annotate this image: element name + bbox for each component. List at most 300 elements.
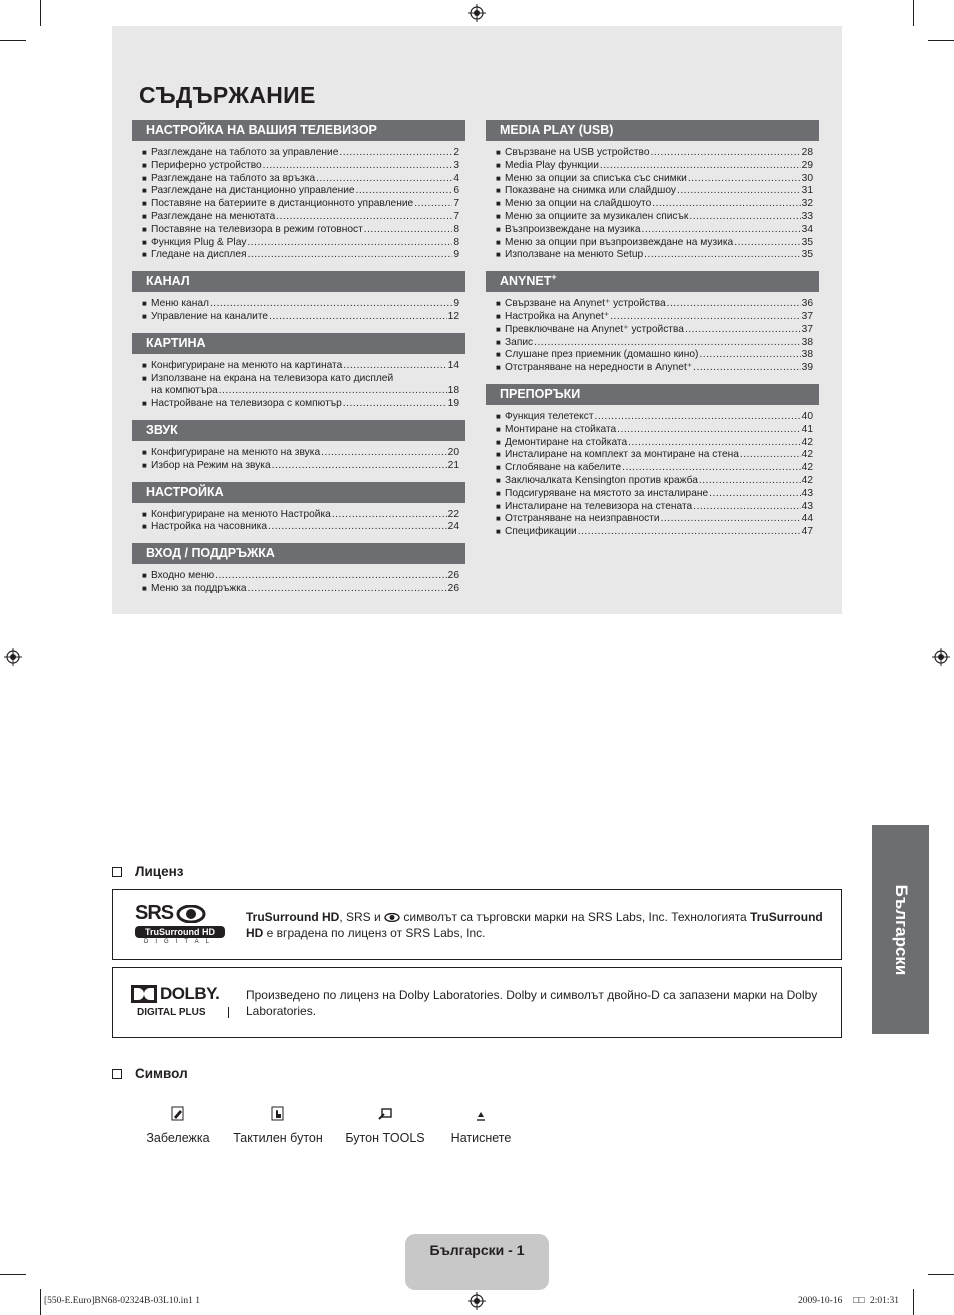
toc-entry[interactable]	[132, 198, 465, 211]
bullet-icon: ■	[142, 509, 147, 519]
toc-entry-page: 6	[453, 185, 459, 197]
leader-dots	[622, 462, 801, 475]
leader-dots	[667, 298, 801, 311]
leader-dots	[652, 198, 800, 211]
toc-entry-page: 30	[801, 172, 813, 184]
toc-entry[interactable]	[486, 237, 819, 250]
toc-entry-text: Функция Plug & Play	[151, 236, 247, 248]
toc-entry-text: Инсталиране на комплект за монтиране на стена	[505, 449, 739, 461]
toc-entry-page: 31	[801, 185, 813, 197]
bullet-icon: ■	[496, 488, 501, 498]
toc-entry-page: 43	[801, 487, 813, 499]
toc-entry-text: Настройка на часовника	[151, 521, 268, 533]
language-tab	[872, 825, 929, 1034]
registration-mark-icon	[932, 648, 950, 666]
toc-entry-page: 41	[801, 423, 813, 435]
toc-entry-page: 42	[801, 436, 813, 448]
symbol-heading-label: Символ	[135, 1066, 188, 1081]
toc-entry-page: 20	[447, 446, 459, 458]
srs-logo-sub: DIGITAL	[144, 939, 216, 945]
toc-entry[interactable]	[132, 249, 465, 262]
page-number: Български - 1	[429, 1242, 525, 1258]
toc-entry-page: 7	[453, 210, 459, 222]
leader-dots	[600, 160, 801, 173]
bullet-icon: ■	[142, 237, 147, 247]
bullet-icon: ■	[496, 475, 501, 485]
crop-mark	[928, 1274, 954, 1275]
toc-entry-text: Отстраняване на нередности в Anynet⁺	[505, 362, 693, 374]
toc-section	[132, 333, 465, 411]
toc-entry-continuation[interactable]	[132, 385, 465, 398]
leader-dots	[595, 411, 801, 424]
toc-entry-page: 42	[801, 474, 813, 486]
bullet-icon: ■	[142, 224, 147, 234]
toc-entry[interactable]	[132, 447, 465, 460]
toc-entry-text: Настройване на телевизора с компютър	[151, 398, 342, 410]
toc-section-heading-label: ANYNET	[500, 274, 552, 289]
toc-entry-text: Използване на екрана на телевизора като дисплей	[151, 372, 394, 384]
toc-entry[interactable]	[132, 373, 465, 386]
toc-entry-page: 42	[801, 462, 813, 474]
toc-entry-page: 44	[801, 513, 813, 525]
toc-entry[interactable]	[132, 509, 465, 522]
double-d-icon	[131, 985, 157, 1003]
toc-entry-text: Меню за поддръжка	[151, 582, 247, 594]
symbol-tools-button	[345, 1105, 425, 1145]
srs-brand-1: TruSurround HD	[246, 910, 340, 924]
symbol-press	[450, 1105, 512, 1145]
toc-column-right	[486, 120, 819, 548]
toc-entry-text: Периферно устройство	[151, 159, 262, 171]
symbol-label: Тактилен бутон	[233, 1131, 323, 1145]
tactile-button-icon	[271, 1105, 285, 1123]
srs-logo-text: SRS	[135, 902, 174, 924]
note-icon	[171, 1105, 185, 1123]
srs-logo-badge: TruSurround HD	[135, 926, 225, 938]
toc-entry-page: 8	[453, 236, 459, 248]
toc-entry-page: 37	[801, 323, 813, 335]
registration-mark-icon	[468, 1292, 486, 1310]
toc-entry[interactable]	[132, 224, 465, 237]
toc-entry-text: Превключване на Anynet⁺ устройства	[505, 323, 684, 335]
bullet-icon: ■	[142, 199, 147, 209]
toc-section-heading-label: ПРЕПОРЪКИ	[500, 386, 581, 401]
leader-dots	[709, 488, 800, 501]
srs-logo	[135, 902, 225, 948]
toc-section	[486, 384, 819, 539]
leader-dots	[641, 224, 800, 237]
toc-entry[interactable]	[486, 437, 819, 450]
bullet-icon: ■	[496, 160, 501, 170]
toc-entry[interactable]	[486, 224, 819, 237]
bullet-icon: ■	[496, 224, 501, 234]
bullet-icon: ■	[496, 350, 501, 360]
toc-section-heading	[132, 420, 465, 441]
toc-entry[interactable]	[486, 211, 819, 224]
crop-mark	[913, 0, 914, 26]
bullet-icon: ■	[142, 360, 147, 370]
symbol-tactile-button	[233, 1105, 323, 1145]
toc-entry-text: Конфигуриране на менюто Настройка	[151, 508, 331, 520]
bullet-icon: ■	[496, 411, 501, 421]
crop-mark	[0, 40, 26, 41]
leader-dots	[651, 147, 801, 160]
dolby-license-text: Произведено по лиценз на Dolby Laboratories. Dolby и символът двойно-D са запазени марки на Dolby Laboratories.	[246, 988, 818, 1018]
toc-entry-text: Конфигуриране на менюто на звука	[151, 446, 321, 458]
toc-entry[interactable]	[486, 424, 819, 437]
toc-entry-page: 26	[447, 570, 459, 582]
footer-time: 2:01:31	[870, 1296, 900, 1306]
toc-entry-text: Управление на каналите	[151, 310, 269, 322]
toc-entry[interactable]	[132, 211, 465, 224]
press-icon	[476, 1105, 486, 1123]
toc-entry-page: 9	[453, 249, 459, 261]
bullet-icon: ■	[496, 450, 501, 460]
toc-entry-page: 42	[801, 449, 813, 461]
toc-entry-text: Запис	[505, 336, 534, 348]
toc-entry-text: Инсталиране на телевизора на стената	[505, 500, 693, 512]
toc-entry-page: 40	[801, 410, 813, 422]
symbol-label: Забележка	[146, 1131, 210, 1145]
leader-dots	[276, 211, 452, 224]
leader-dots	[644, 249, 800, 262]
registration-mark-icon	[4, 648, 22, 666]
toc-entry-page: 37	[801, 310, 813, 322]
toc-entry-page: 18	[447, 385, 459, 397]
toc-section	[132, 543, 465, 596]
leader-dots	[740, 449, 801, 462]
toc-entry[interactable]	[486, 411, 819, 424]
toc-entry-text: Гледане на дисплея	[151, 249, 247, 261]
toc-entry-page: 9	[453, 298, 459, 310]
symbol-label: Натиснете	[450, 1131, 512, 1145]
bullet-icon: ■	[142, 148, 147, 157]
toc-entry[interactable]	[486, 501, 819, 514]
srs-license-text	[246, 909, 833, 941]
leader-dots	[248, 583, 447, 596]
toc-entry-page: 38	[801, 349, 813, 361]
toc-entry[interactable]	[132, 521, 465, 534]
leader-dots	[699, 475, 801, 488]
toc-entry-text: Монтиране на стойката	[505, 423, 617, 435]
toc-entry-text: Поставяне на телевизора в режим готовност	[151, 223, 363, 235]
symbol-note	[146, 1105, 210, 1145]
leader-dots	[628, 437, 801, 450]
toc-entry-page: 24	[447, 521, 459, 533]
toc-entry-text: Отстраняване на неизправности	[505, 513, 660, 525]
toc-entry-page: 4	[453, 172, 459, 184]
toc-entry-text: Използване на менюто Setup	[505, 249, 644, 261]
bullet-icon: ■	[142, 173, 147, 183]
bullet-icon: ■	[142, 299, 147, 309]
toc-section-heading	[486, 120, 819, 141]
leader-dots	[685, 324, 801, 337]
leader-dots	[693, 362, 800, 375]
toc-entry[interactable]	[486, 449, 819, 462]
leader-dots	[677, 185, 801, 198]
toc-entry-text: Свързване на Anynet⁺ устройства	[505, 298, 666, 310]
footer-file: [550-E.Euro]BN68-02324B-03L10.in1 1	[44, 1296, 200, 1306]
toc-entry[interactable]	[132, 311, 465, 324]
checkbox-bullet-icon	[112, 1069, 122, 1079]
footer-time-glyphs: □□	[853, 1296, 865, 1306]
license-heading-label: Лиценз	[135, 864, 184, 879]
leader-dots	[219, 385, 447, 398]
toc-section-heading-label: НАСТРОЙКА НА ВАШИЯ ТЕЛЕВИЗОР	[146, 123, 377, 137]
bullet-icon: ■	[496, 148, 501, 157]
bullet-icon: ■	[496, 514, 501, 524]
toc-entry-text: Настройка на Anynet⁺	[505, 310, 610, 322]
registration-mark-icon	[468, 4, 486, 22]
leader-dots	[269, 311, 447, 324]
toc-entry-page: 2	[453, 147, 459, 158]
toc-entry-page: 28	[801, 147, 813, 158]
bullet-icon: ■	[496, 324, 501, 334]
toc-entry[interactable]	[486, 488, 819, 501]
dolby-logo	[131, 984, 229, 1024]
toc-entry-page: 14	[447, 359, 459, 371]
crop-mark	[913, 1289, 914, 1315]
toc-entry-page: 36	[801, 298, 813, 310]
toc-entry-text: Свързване на USB устройство	[505, 147, 650, 158]
leader-dots	[689, 211, 800, 224]
toc-entry[interactable]	[486, 311, 819, 324]
toc-entry-text: Меню канал	[151, 298, 209, 310]
toc-section	[132, 482, 465, 535]
toc-entry[interactable]	[486, 526, 819, 539]
toc-entry[interactable]	[132, 298, 465, 311]
bullet-icon: ■	[496, 337, 501, 347]
crop-mark	[40, 1289, 41, 1315]
bullet-icon: ■	[496, 199, 501, 209]
toc-entry-page: 26	[447, 582, 459, 594]
toc-entry-text: Спецификации	[505, 526, 577, 538]
toc-entry-page: 34	[801, 223, 813, 235]
bullet-icon: ■	[142, 186, 147, 196]
srs-text-1: , SRS и	[339, 910, 385, 924]
toc-entry-page: 32	[801, 198, 813, 210]
toc-section-heading-label: ЗВУК	[146, 422, 178, 437]
leader-dots	[272, 460, 447, 473]
bullet-icon: ■	[142, 447, 147, 457]
toc-entry-page: 47	[801, 526, 813, 538]
toc-entry[interactable]	[132, 570, 465, 583]
leader-dots	[734, 237, 800, 250]
toc-entry-text: Възпроизвеждане на музика	[505, 223, 641, 235]
toc-section-heading	[132, 271, 465, 292]
leader-dots	[699, 349, 800, 362]
leader-dots	[364, 224, 452, 237]
toc-section-heading-label: КАРТИНА	[146, 335, 206, 350]
toc-entry-text: на компютъра	[151, 385, 218, 397]
srs-brand-2: TruSurround HD	[246, 910, 823, 940]
bullet-icon: ■	[142, 399, 147, 409]
toc-entry[interactable]	[486, 324, 819, 337]
leader-dots	[210, 298, 452, 311]
crop-mark	[40, 0, 41, 26]
bullet-icon: ■	[496, 237, 501, 247]
toc-entry-page: 33	[801, 210, 813, 222]
leader-dots	[248, 249, 452, 262]
bullet-icon: ■	[142, 250, 147, 260]
toc-section-heading	[132, 333, 465, 354]
toc-section	[486, 120, 819, 262]
toc-entry-page: 3	[453, 159, 459, 171]
bullet-icon: ■	[142, 211, 147, 221]
toc-entry-text: Входно меню	[151, 570, 215, 582]
toc-entry-text: Разглеждане на таблото за връзка	[151, 172, 316, 184]
toc-section-heading-label: КАНАЛ	[146, 274, 190, 289]
dolby-license-box	[112, 967, 842, 1038]
toc-entry[interactable]	[486, 513, 819, 526]
footer-date: 2009-10-16	[798, 1296, 843, 1306]
toc-entry[interactable]	[486, 362, 819, 375]
toc-entry-text: Разглеждане на таблото за управление	[151, 147, 339, 158]
crop-mark	[0, 1274, 26, 1275]
checkbox-bullet-icon	[112, 867, 122, 877]
leader-dots	[661, 513, 801, 526]
toc-entry[interactable]	[486, 185, 819, 198]
toc-section-heading	[486, 384, 819, 405]
toc-entry-page: 35	[801, 236, 813, 248]
toc-entry-page: 29	[801, 159, 813, 171]
srs-text-2: символът са търговски марки на SRS Labs, Inc. Технологията	[400, 910, 751, 924]
leader-dots	[343, 360, 446, 373]
toc-entry[interactable]	[132, 147, 465, 160]
srs-text-3: е вградена по лиценз от SRS Labs, Inc.	[263, 926, 486, 940]
toc-entry-page: 12	[447, 310, 459, 322]
bullet-icon: ■	[142, 160, 147, 170]
leader-dots	[356, 185, 452, 198]
toc-entry-page: 43	[801, 500, 813, 512]
bullet-icon: ■	[496, 463, 501, 473]
toc-entry-text: Показване на снимка или слайдшоу	[505, 185, 677, 197]
toc-entry[interactable]	[132, 583, 465, 596]
language-tab-label: Български	[891, 884, 911, 975]
symbol-heading	[112, 1066, 188, 1081]
page-number-tab	[405, 1234, 549, 1290]
toc-entry[interactable]	[486, 298, 819, 311]
bullet-icon: ■	[496, 527, 501, 537]
toc-entry-text: Меню за опциите за музикален списък	[505, 210, 689, 222]
toc-entry-text: Избор на Режим на звука	[151, 459, 271, 471]
toc-section	[132, 420, 465, 473]
toc-entry[interactable]	[132, 173, 465, 186]
toc-entry[interactable]	[486, 147, 819, 160]
toc-section-heading	[132, 543, 465, 564]
toc-section-heading-label: MEDIA PLAY (USB)	[500, 123, 614, 137]
toc-section	[132, 120, 465, 262]
toc-entry-text: Меню за опции за списъка със снимки	[505, 172, 687, 184]
toc-entry[interactable]	[486, 475, 819, 488]
toc-entry-text: Меню за опции на слайдшоуто	[505, 198, 652, 210]
license-heading	[112, 864, 183, 879]
toc-entry[interactable]	[132, 160, 465, 173]
toc-entry-page: 21	[447, 459, 459, 471]
toc-entry-page: 7	[453, 198, 459, 210]
toc-entry-page: 8	[453, 223, 459, 235]
symbol-label: Бутон TOOLS	[345, 1131, 425, 1145]
toc-section-heading	[486, 271, 819, 292]
toc-section-heading-label: ВХОД / ПОДДРЪЖКА	[146, 546, 275, 561]
toc-entry-text: Заключалката Kensington против кражба	[505, 474, 698, 486]
dolby-logo-sub: DIGITAL PLUS	[131, 1007, 229, 1018]
toc-entry-text: Разглеждане на дистанционно управление	[151, 185, 355, 197]
leader-dots	[610, 311, 800, 324]
srs-license-box	[112, 889, 842, 960]
toc-section	[132, 271, 465, 324]
bullet-icon: ■	[496, 211, 501, 221]
bullet-icon: ■	[496, 363, 501, 373]
bullet-icon: ■	[496, 437, 501, 447]
bullet-icon: ■	[142, 373, 147, 383]
toc-entry-text: Демонтиране на стойката	[505, 436, 628, 448]
toc-entry-text: Подсигуряване на мястото за инсталиране	[505, 487, 709, 499]
srs-symbol-icon	[384, 913, 400, 922]
leader-dots	[617, 424, 800, 437]
srs-circle-icon	[176, 905, 206, 923]
crop-mark	[928, 40, 954, 41]
toc-entry-text: Функция телетекст	[505, 410, 594, 422]
toc-entry-page: 22	[447, 508, 459, 520]
toc-entry[interactable]	[486, 173, 819, 186]
toc-column-left	[132, 120, 465, 605]
toc-entry[interactable]	[132, 185, 465, 198]
toc-entry-page: 38	[801, 336, 813, 348]
toc-entry[interactable]	[486, 249, 819, 262]
toc-entry-text: Поставяне на батериите в дистанционното управление	[151, 198, 414, 210]
bullet-icon: ■	[142, 522, 147, 532]
toc-entry[interactable]	[132, 460, 465, 473]
toc-entry[interactable]	[486, 160, 819, 173]
bullet-icon: ■	[142, 571, 147, 581]
toc-entry-page: 35	[801, 249, 813, 261]
bullet-icon: ■	[142, 311, 147, 321]
leader-dots	[534, 337, 801, 350]
leader-dots	[263, 160, 452, 173]
bullet-icon: ■	[142, 460, 147, 470]
leader-dots	[321, 447, 447, 460]
toc-entry[interactable]	[132, 360, 465, 373]
toc-entry[interactable]	[486, 462, 819, 475]
toc-entry[interactable]	[486, 198, 819, 211]
bullet-icon: ■	[496, 299, 501, 309]
toc-entry-page: 19	[447, 398, 459, 410]
bullet-icon: ■	[496, 424, 501, 434]
leader-dots	[268, 521, 447, 534]
leader-dots	[247, 237, 452, 250]
leader-dots	[343, 398, 447, 411]
toc-entry[interactable]	[132, 398, 465, 411]
toc-section	[486, 271, 819, 375]
toc-entry-text: Слушане през приемник (домашно кино)	[505, 349, 699, 361]
bullet-icon: ■	[496, 250, 501, 260]
toc-entry-page: 39	[801, 362, 813, 374]
toc-entry[interactable]	[486, 337, 819, 350]
toc-entry-text: Меню за опции при възпроизвеждане на музика	[505, 236, 734, 248]
tools-button-icon	[378, 1105, 392, 1123]
toc-entry[interactable]	[486, 349, 819, 362]
leader-dots	[688, 173, 801, 186]
page-title: СЪДЪРЖАНИЕ	[139, 82, 316, 108]
leader-dots	[332, 509, 447, 522]
leader-dots	[414, 198, 452, 211]
toc-section-heading-sup: +	[551, 272, 557, 283]
leader-dots	[316, 173, 452, 186]
toc-entry[interactable]	[132, 237, 465, 250]
bullet-icon: ■	[496, 186, 501, 196]
leader-dots	[339, 147, 452, 160]
